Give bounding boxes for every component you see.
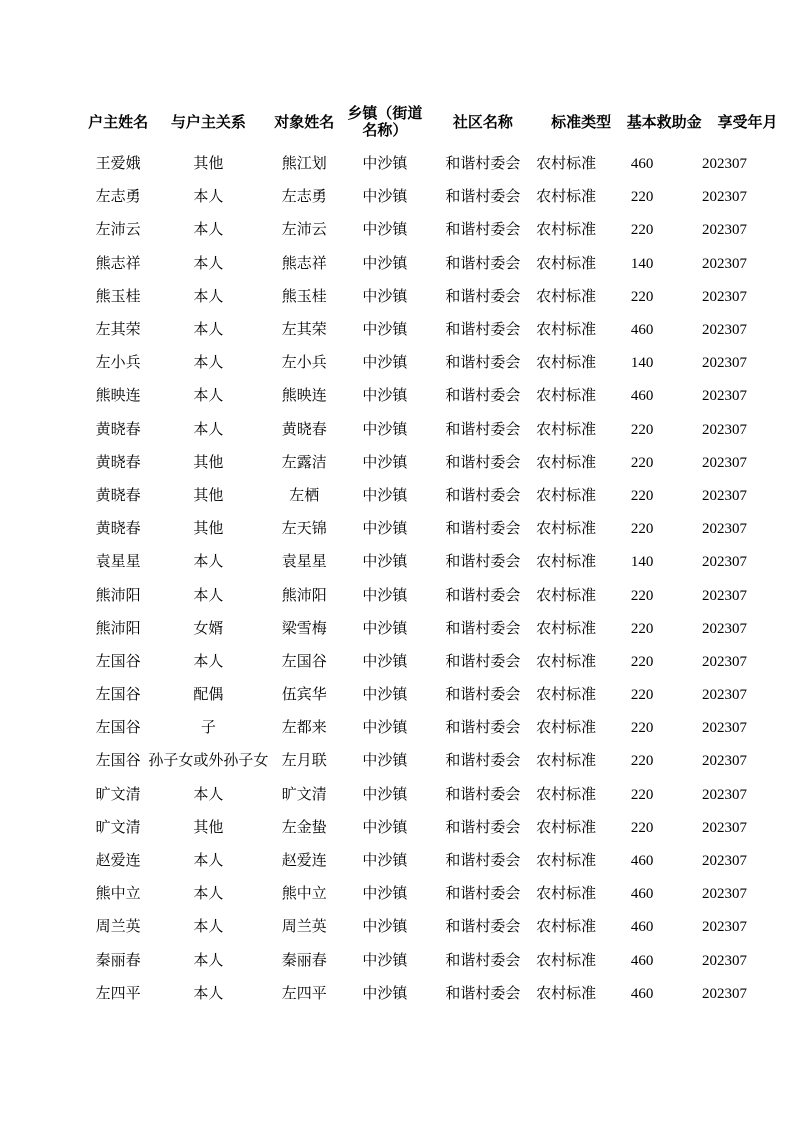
cell-town: 中沙镇: [362, 620, 408, 637]
cell-community: 和谐村委会: [445, 819, 521, 836]
cell-person: 赵爱连: [281, 853, 327, 870]
table-row: [88, 878, 793, 911]
table-row: [88, 181, 793, 214]
cell-period: 202307: [701, 222, 747, 239]
cell-amount: 220: [630, 653, 654, 670]
table-row: [88, 745, 793, 778]
cell-person: 左四平: [281, 985, 327, 1002]
cell-relation: 子: [200, 720, 216, 737]
cell-community: 和谐村委会: [445, 388, 521, 405]
table-row: [88, 347, 793, 380]
cell-relation: 本人: [193, 554, 224, 571]
cell-town: 中沙镇: [362, 587, 408, 604]
cell-standard: 农村标准: [536, 687, 597, 704]
cell-period: 202307: [701, 985, 747, 1002]
cell-householder: 左国谷: [95, 720, 141, 737]
cell-person: 熊江划: [281, 156, 327, 173]
table-row: [88, 314, 793, 347]
cell-standard: 农村标准: [536, 521, 597, 538]
table-row: [88, 679, 793, 712]
cell-period: 202307: [701, 255, 747, 272]
cell-community: 和谐村委会: [445, 454, 521, 471]
cell-householder: 熊沛阳: [95, 620, 141, 637]
cell-person: 梁雪梅: [281, 620, 327, 637]
cell-person: 旷文清: [281, 786, 327, 803]
cell-period: 202307: [701, 355, 747, 372]
cell-town: 中沙镇: [362, 222, 408, 239]
cell-person: 左露洁: [281, 454, 327, 471]
cell-householder: 左小兵: [95, 355, 141, 372]
table-row: [88, 812, 793, 845]
cell-community: 和谐村委会: [445, 222, 521, 239]
cell-period: 202307: [701, 189, 747, 206]
cell-householder: 黄晓春: [95, 421, 141, 438]
cell-standard: 农村标准: [536, 487, 597, 504]
cell-householder: 熊沛阳: [95, 587, 141, 604]
cell-period: 202307: [701, 388, 747, 405]
cell-period: 202307: [701, 156, 747, 173]
cell-standard: 农村标准: [536, 255, 597, 272]
cell-standard: 农村标准: [536, 421, 597, 438]
cell-community: 和谐村委会: [445, 521, 521, 538]
table-row: [88, 579, 793, 612]
cell-relation: 本人: [193, 222, 224, 239]
cell-person: 左其荣: [281, 322, 327, 339]
cell-person: 周兰英: [281, 919, 327, 936]
cell-amount: 460: [630, 156, 654, 173]
cell-community: 和谐村委会: [445, 687, 521, 704]
cell-amount: 460: [630, 919, 654, 936]
cell-amount: 220: [630, 421, 654, 438]
cell-person: 左天锦: [281, 521, 327, 538]
cell-householder: 秦丽春: [95, 952, 141, 969]
cell-town: 中沙镇: [362, 720, 408, 737]
cell-householder: 黄晓春: [95, 487, 141, 504]
cell-town: 中沙镇: [362, 753, 408, 770]
cell-community: 和谐村委会: [445, 156, 521, 173]
cell-town: 中沙镇: [362, 421, 408, 438]
cell-householder: 左四平: [95, 985, 141, 1002]
cell-relation: 本人: [193, 288, 224, 305]
cell-standard: 农村标准: [536, 985, 597, 1002]
cell-standard: 农村标准: [536, 222, 597, 239]
cell-person: 左都来: [281, 720, 327, 737]
cell-period: 202307: [701, 288, 747, 305]
cell-householder: 旷文清: [95, 786, 141, 803]
col-header-benefit-year-month: 享受年月: [717, 114, 778, 131]
cell-period: 202307: [701, 720, 747, 737]
col-header-standard-type: 标准类型: [551, 114, 612, 131]
cell-person: 熊沛阳: [281, 587, 327, 604]
cell-town: 中沙镇: [362, 886, 408, 903]
cell-town: 中沙镇: [362, 454, 408, 471]
cell-householder: 熊中立: [95, 886, 141, 903]
cell-amount: 460: [630, 388, 654, 405]
cell-amount: 220: [630, 487, 654, 504]
cell-person: 黄晓春: [281, 421, 327, 438]
table-row: [88, 845, 793, 878]
cell-period: 202307: [701, 653, 747, 670]
cell-relation: 其他: [193, 521, 224, 538]
cell-community: 和谐村委会: [445, 720, 521, 737]
table-row: [88, 447, 793, 480]
cell-standard: 农村标准: [536, 156, 597, 173]
cell-relation: 其他: [193, 454, 224, 471]
cell-period: 202307: [701, 587, 747, 604]
cell-town: 中沙镇: [362, 388, 408, 405]
cell-standard: 农村标准: [536, 886, 597, 903]
cell-town: 中沙镇: [362, 687, 408, 704]
cell-amount: 140: [630, 355, 654, 372]
cell-standard: 农村标准: [536, 753, 597, 770]
cell-amount: 220: [630, 620, 654, 637]
cell-relation: 本人: [193, 886, 224, 903]
cell-relation: 本人: [193, 388, 224, 405]
cell-householder: 左志勇: [95, 189, 141, 206]
cell-period: 202307: [701, 919, 747, 936]
cell-relation: 孙子女或外孙子女: [148, 753, 269, 770]
table-row: [88, 480, 793, 513]
cell-person: 左月联: [281, 753, 327, 770]
cell-amount: 220: [630, 587, 654, 604]
cell-community: 和谐村委会: [445, 985, 521, 1002]
table-row: [88, 613, 793, 646]
col-header-householder-name: 户主姓名: [88, 114, 149, 131]
cell-relation: 本人: [193, 322, 224, 339]
cell-amount: 220: [630, 819, 654, 836]
cell-person: 左栖: [289, 487, 320, 504]
cell-relation: 本人: [193, 255, 224, 272]
cell-town: 中沙镇: [362, 189, 408, 206]
cell-householder: 左国谷: [95, 653, 141, 670]
table-header-row: [88, 98, 793, 148]
cell-person: 熊中立: [281, 886, 327, 903]
table-row: [88, 148, 793, 181]
cell-householder: 熊映连: [95, 388, 141, 405]
cell-community: 和谐村委会: [445, 786, 521, 803]
cell-householder: 左其荣: [95, 322, 141, 339]
table-row: [88, 646, 793, 679]
table-row: [88, 281, 793, 314]
cell-standard: 农村标准: [536, 919, 597, 936]
cell-community: 和谐村委会: [445, 653, 521, 670]
cell-amount: 220: [630, 687, 654, 704]
cell-amount: 220: [630, 521, 654, 538]
cell-town: 中沙镇: [362, 322, 408, 339]
cell-period: 202307: [701, 521, 747, 538]
cell-relation: 本人: [193, 985, 224, 1002]
table-row: [88, 214, 793, 247]
cell-standard: 农村标准: [536, 554, 597, 571]
cell-period: 202307: [701, 952, 747, 969]
cell-amount: 220: [630, 786, 654, 803]
cell-relation: 本人: [193, 653, 224, 670]
cell-householder: 周兰英: [95, 919, 141, 936]
cell-householder: 左国谷: [95, 687, 141, 704]
cell-town: 中沙镇: [362, 853, 408, 870]
cell-person: 左志勇: [281, 189, 327, 206]
cell-relation: 女婿: [193, 620, 224, 637]
col-header-relation-to-householder: 与户主关系: [170, 114, 246, 131]
cell-period: 202307: [701, 753, 747, 770]
cell-householder: 黄晓春: [95, 454, 141, 471]
cell-person: 左国谷: [281, 653, 327, 670]
cell-householder: 旷文清: [95, 819, 141, 836]
cell-amount: 140: [630, 554, 654, 571]
cell-standard: 农村标准: [536, 454, 597, 471]
assistance-table: [88, 98, 793, 1011]
cell-person: 左沛云: [281, 222, 327, 239]
cell-period: 202307: [701, 886, 747, 903]
cell-householder: 熊志祥: [95, 255, 141, 272]
cell-amount: 140: [630, 255, 654, 272]
cell-town: 中沙镇: [362, 156, 408, 173]
cell-standard: 农村标准: [536, 786, 597, 803]
cell-amount: 460: [630, 985, 654, 1002]
cell-community: 和谐村委会: [445, 421, 521, 438]
col-header-basic-assistance-amount: 基本救助金: [626, 114, 702, 131]
cell-town: 中沙镇: [362, 985, 408, 1002]
cell-person: 袁星星: [281, 554, 327, 571]
cell-town: 中沙镇: [362, 554, 408, 571]
cell-period: 202307: [701, 421, 747, 438]
cell-standard: 农村标准: [536, 189, 597, 206]
cell-community: 和谐村委会: [445, 753, 521, 770]
cell-period: 202307: [701, 687, 747, 704]
cell-community: 和谐村委会: [445, 919, 521, 936]
cell-community: 和谐村委会: [445, 853, 521, 870]
cell-standard: 农村标准: [536, 620, 597, 637]
cell-householder: 黄晓春: [95, 521, 141, 538]
cell-community: 和谐村委会: [445, 487, 521, 504]
cell-person: 熊玉桂: [281, 288, 327, 305]
table-row: [88, 546, 793, 579]
cell-relation: 配偶: [193, 687, 224, 704]
cell-person: 左小兵: [281, 355, 327, 372]
cell-standard: 农村标准: [536, 952, 597, 969]
table-row: [88, 248, 793, 281]
cell-relation: 其他: [193, 156, 224, 173]
cell-period: 202307: [701, 322, 747, 339]
cell-community: 和谐村委会: [445, 355, 521, 372]
cell-person: 伍宾华: [281, 687, 327, 704]
table-row: [88, 911, 793, 944]
cell-town: 中沙镇: [362, 819, 408, 836]
cell-person: 秦丽春: [281, 952, 327, 969]
cell-householder: 王爱娥: [95, 156, 141, 173]
cell-amount: 460: [630, 322, 654, 339]
cell-standard: 农村标准: [536, 587, 597, 604]
cell-person: 左金蛰: [281, 819, 327, 836]
cell-town: 中沙镇: [362, 786, 408, 803]
cell-period: 202307: [701, 554, 747, 571]
cell-relation: 本人: [193, 786, 224, 803]
cell-town: 中沙镇: [362, 288, 408, 305]
cell-householder: 左国谷: [95, 753, 141, 770]
cell-householder: 左沛云: [95, 222, 141, 239]
cell-period: 202307: [701, 819, 747, 836]
cell-standard: 农村标准: [536, 288, 597, 305]
cell-householder: 袁星星: [95, 554, 141, 571]
cell-relation: 本人: [193, 587, 224, 604]
cell-period: 202307: [701, 620, 747, 637]
cell-relation: 本人: [193, 919, 224, 936]
cell-community: 和谐村委会: [445, 620, 521, 637]
cell-community: 和谐村委会: [445, 587, 521, 604]
cell-householder: 赵爱连: [95, 853, 141, 870]
table-row: [88, 712, 793, 745]
col-header-town-street-name: 乡镇（街道名称）: [347, 106, 423, 139]
cell-community: 和谐村委会: [445, 886, 521, 903]
cell-relation: 其他: [193, 487, 224, 504]
cell-standard: 农村标准: [536, 388, 597, 405]
table-row: [88, 779, 793, 812]
cell-standard: 农村标准: [536, 819, 597, 836]
cell-community: 和谐村委会: [445, 322, 521, 339]
cell-town: 中沙镇: [362, 653, 408, 670]
cell-town: 中沙镇: [362, 255, 408, 272]
cell-standard: 农村标准: [536, 355, 597, 372]
table-row: [88, 513, 793, 546]
cell-period: 202307: [701, 786, 747, 803]
table-row: [88, 978, 793, 1011]
cell-town: 中沙镇: [362, 487, 408, 504]
cell-amount: 220: [630, 288, 654, 305]
cell-standard: 农村标准: [536, 853, 597, 870]
cell-period: 202307: [701, 853, 747, 870]
cell-relation: 本人: [193, 189, 224, 206]
table-body: [88, 148, 793, 1011]
cell-amount: 460: [630, 853, 654, 870]
cell-standard: 农村标准: [536, 653, 597, 670]
cell-community: 和谐村委会: [445, 255, 521, 272]
cell-community: 和谐村委会: [445, 554, 521, 571]
cell-town: 中沙镇: [362, 952, 408, 969]
cell-town: 中沙镇: [362, 355, 408, 372]
cell-period: 202307: [701, 454, 747, 471]
table-row: [88, 414, 793, 447]
cell-community: 和谐村委会: [445, 288, 521, 305]
cell-period: 202307: [701, 487, 747, 504]
table-row: [88, 380, 793, 413]
cell-person: 熊映连: [281, 388, 327, 405]
cell-town: 中沙镇: [362, 919, 408, 936]
cell-amount: 220: [630, 720, 654, 737]
cell-householder: 熊玉桂: [95, 288, 141, 305]
cell-person: 熊志祥: [281, 255, 327, 272]
cell-standard: 农村标准: [536, 720, 597, 737]
cell-relation: 本人: [193, 355, 224, 372]
cell-standard: 农村标准: [536, 322, 597, 339]
cell-amount: 220: [630, 454, 654, 471]
col-header-person-name: 对象姓名: [274, 114, 335, 131]
cell-relation: 本人: [193, 952, 224, 969]
cell-amount: 460: [630, 886, 654, 903]
cell-relation: 其他: [193, 819, 224, 836]
cell-relation: 本人: [193, 421, 224, 438]
cell-relation: 本人: [193, 853, 224, 870]
cell-community: 和谐村委会: [445, 952, 521, 969]
table-row: [88, 945, 793, 978]
cell-amount: 220: [630, 222, 654, 239]
cell-town: 中沙镇: [362, 521, 408, 538]
cell-community: 和谐村委会: [445, 189, 521, 206]
cell-amount: 220: [630, 189, 654, 206]
cell-amount: 220: [630, 753, 654, 770]
col-header-community-name: 社区名称: [452, 114, 513, 131]
cell-amount: 460: [630, 952, 654, 969]
